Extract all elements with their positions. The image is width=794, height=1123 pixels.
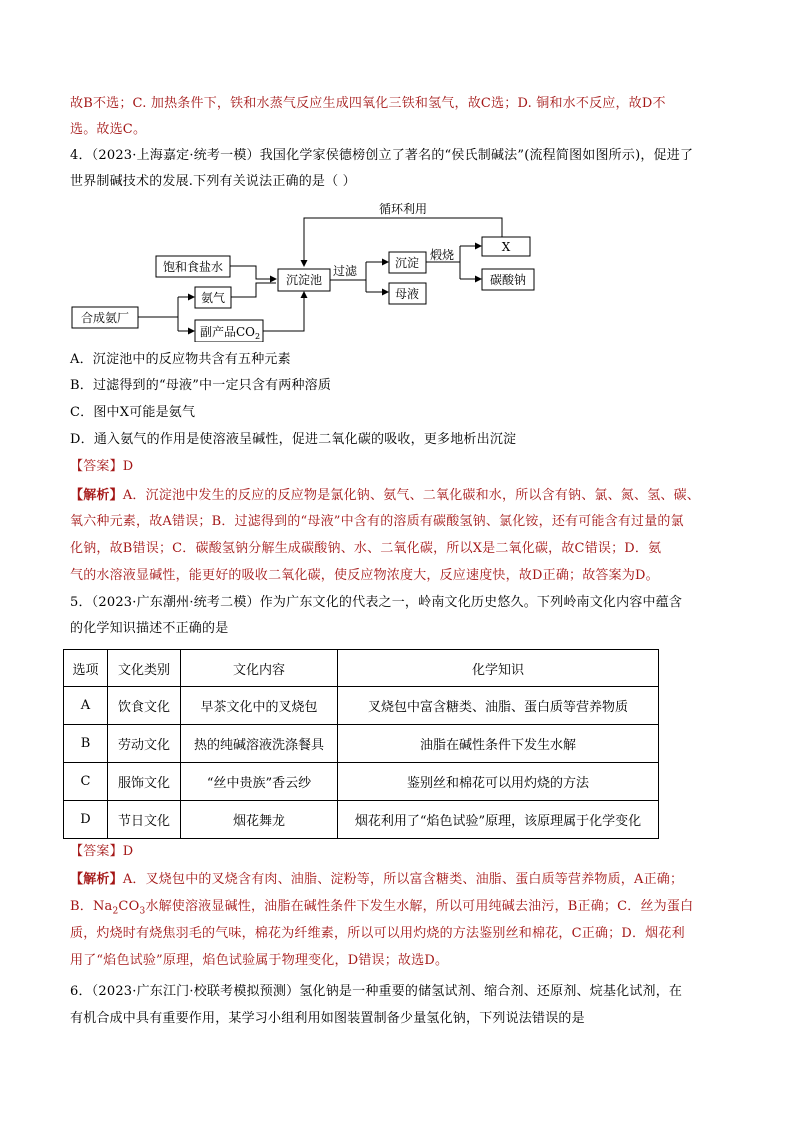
co2-arrow — [263, 292, 304, 331]
calcine-label: 煅烧 — [429, 248, 455, 262]
q4-option-c: C．图中X可能是氨气 — [70, 405, 196, 420]
table-row — [64, 725, 659, 763]
precipitate-label: 沉淀 — [394, 256, 420, 270]
table-cell: 热的纯碱溶液洗涤餐具 — [181, 725, 338, 763]
q4-analysis-line-1: 【解析】A．沉淀池中发生的反应的反应物是氯化钠、氨气、二氧化碳和水，所以含有钠、氯、氮、氢、碳、 — [70, 488, 701, 503]
co2-label: 副产品$CO_2$ — [200, 325, 261, 341]
table-cell: 烟花利用了“焰色试验”原理，该原理属于化学变化 — [338, 801, 659, 839]
q4-answer: 【答案】D — [70, 459, 134, 474]
q5-analysis-line-3: 质，灼烧时有烧焦羽毛的气味，棉花为纤维素，所以可以用灼烧的方法鉴别丝和棉花，C正确；D．烟花利 — [70, 926, 685, 941]
header-content: 文化内容 — [181, 650, 338, 687]
soda-label: 碳酸钠 — [489, 273, 527, 287]
plant-label: 合成氨厂 — [80, 311, 130, 325]
table-cell: 早茶文化中的叉烧包 — [181, 687, 338, 725]
q5-stem-line-1: 5．（2023·广东潮州·统考二模）作为广东文化的代表之一，岭南文化历史悠久。下列岭南文化内容中蕴含 — [70, 595, 683, 610]
q6-stem-line-2: 有机合成中具有重要作用，某学习小组利用如图装置制备少量氢化钠，下列说法错误的是 — [70, 1011, 585, 1026]
table-cell: “丝中贵族”香云纱 — [181, 763, 338, 801]
brine-label: 饱和食盐水 — [162, 260, 224, 274]
table-cell: 劳动文化 — [108, 725, 181, 763]
q4-option-a: A．沉淀池中的反应物共含有五种元素 — [70, 352, 291, 367]
q6-stem-line-1: 6．（2023·广东江门·校联考模拟预测）氢化钠是一种重要的储氢试剂、缩合剂、还原剂、烷基化试剂，在 — [70, 984, 683, 999]
q5-answer: 【答案】D — [70, 844, 134, 859]
q4-analysis-line-3: 化钠，故B错误；C．碳酸氢钠分解生成碳酸钠、水、二氧化碳，所以X是二氧化碳，故C错误；D．氨 — [70, 541, 662, 556]
table-cell: 服饰文化 — [108, 763, 181, 801]
q5-culture-table — [63, 649, 659, 839]
header-category: 文化类别 — [108, 650, 181, 687]
ammonia-label: 氨气 — [200, 291, 226, 305]
q4-option-d: D．通入氨气的作用是使溶液呈碱性，促进二氧化碳的吸收，更多地析出沉淀 — [70, 432, 517, 447]
recycle-label: 循环利用 — [378, 202, 428, 216]
filter-label: 过滤 — [332, 264, 358, 278]
q4-option-b: B．过滤得到的“母液”中一定只含有两种溶质 — [70, 378, 332, 393]
header-option: 选项 — [64, 650, 108, 687]
table-cell: B — [64, 725, 108, 763]
table-cell: A — [64, 687, 108, 725]
q4-analysis-tag: 【解析】 — [70, 488, 123, 503]
q5-analysis-line-4: 用了“焰色试验”原理，焰色试验属于物理变化，D错误；故选D。 — [70, 953, 449, 968]
prev-analysis-line-2: 选。故选C。 — [70, 122, 147, 137]
q5-stem-line-2: 的化学知识描述不正确的是 — [70, 621, 229, 636]
table-row — [64, 801, 659, 839]
x-label: X — [501, 240, 511, 254]
q4-analysis-line-2: 氧六种元素，故A错误；B．过滤得到的“母液”中含有的溶质有碳酸氢钠、氯化铵，还有可能含有过量的氯 — [70, 514, 684, 529]
q4-analysis-line-4: 气的水溶液显碱性，能更好的吸收二氧化碳，使反应物浓度大，反应速度快，故D正确；故答案为D。 — [70, 568, 659, 583]
ammonia-arrow — [231, 283, 276, 297]
q5-analysis-line-2: B．$Na_2CO_3$水解使溶液显碱性，油脂在碱性条件下发生水解，所以可用纯碱去油污，B正确；C．丝为蛋白 — [70, 899, 694, 917]
table-row — [64, 763, 659, 801]
table-cell: 烟花舞龙 — [181, 801, 338, 839]
table-cell: C — [64, 763, 108, 801]
table-cell: 叉烧包中富含糖类、油脂、蛋白质等营养物质 — [338, 687, 659, 725]
prev-analysis-line-1: 故B不选；C. 加热条件下，铁和水蒸气反应生成四氧化三铁和氢气，故C选；D. 铜和水不反应，故D不 — [70, 96, 666, 111]
table-cell: 油脂在碱性条件下发生水解 — [338, 725, 659, 763]
q4-stem-line-2: 世界制碱技术的发展.下列有关说法正确的是（ ） — [70, 174, 356, 189]
q5-analysis-tag: 【解析】 — [70, 872, 123, 887]
table-header-row — [64, 650, 659, 687]
brine-arrow — [230, 266, 276, 279]
table-cell: 节日文化 — [108, 801, 181, 839]
q5-analysis-line-1: 【解析】A．叉烧包中的叉烧含有肉、油脂、淀粉等，所以富含糖类、油脂、蛋白质等营养物质，A正确； — [70, 872, 684, 887]
table-row — [64, 687, 659, 725]
tank-label: 沉淀池 — [285, 273, 323, 287]
header-knowledge: 化学知识 — [338, 650, 659, 687]
table-cell: 饮食文化 — [108, 687, 181, 725]
table-cell: D — [64, 801, 108, 839]
hou-process-flow-diagram — [70, 200, 550, 342]
mother-label: 母液 — [394, 287, 420, 301]
table-cell: 鉴别丝和棉花可以用灼烧的方法 — [338, 763, 659, 801]
q4-stem-line-1: 4．（2023·上海嘉定·统考一模）我国化学家侯德榜创立了著名的“侯氏制碱法”(流程简图如图所示)，促进了 — [70, 148, 694, 163]
